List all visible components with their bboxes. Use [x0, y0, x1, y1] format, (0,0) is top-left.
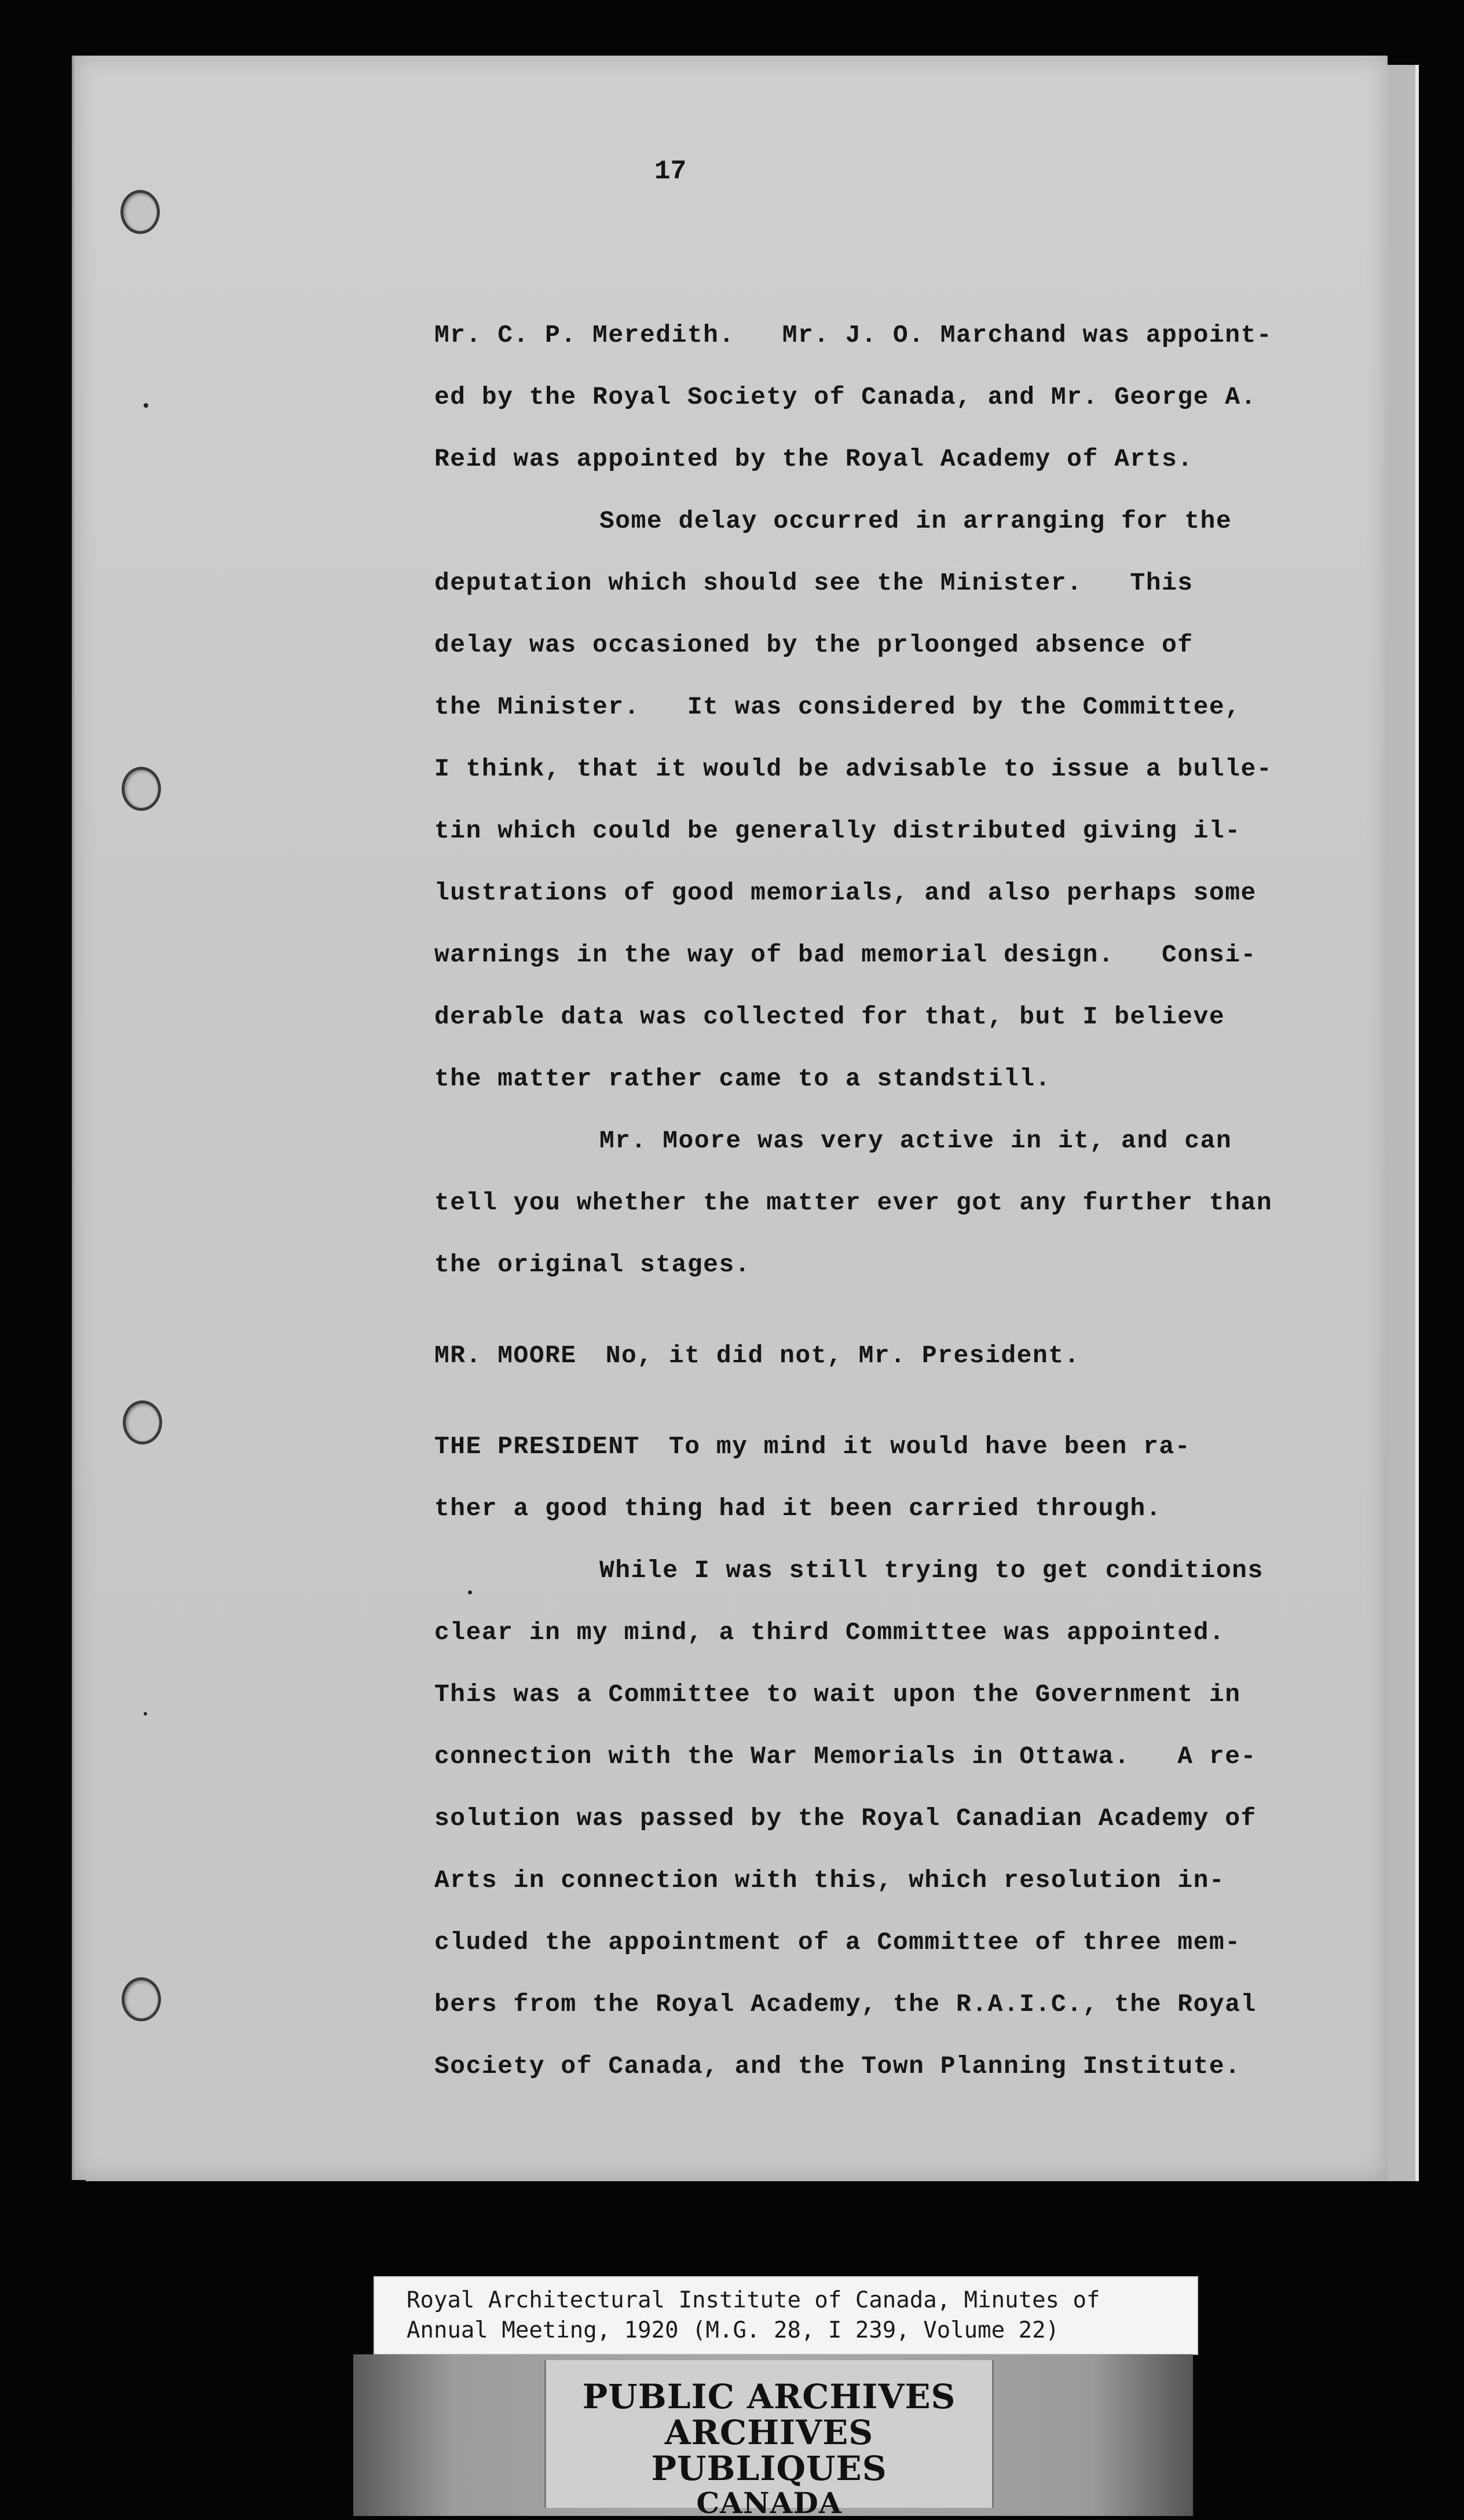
paragraph-line: deputation which should see the Minister. This: [434, 569, 1194, 597]
archives-stamp: [544, 2360, 994, 2520]
paragraph-line: This was a Committee to wait upon the Government in: [434, 1680, 1241, 1709]
paragraph-line: derable data was collected for that, but I believe: [434, 1003, 1225, 1031]
paragraph-line: clear in my mind, a third Committee was appointed.: [434, 1618, 1225, 1647]
stamp-line: CANADA: [696, 2486, 842, 2520]
paragraph-line: delay was occasioned by the prloonged absence of: [434, 631, 1194, 659]
paragraph-line: connection with the War Memorials in Ottawa. A re-: [434, 1742, 1257, 1771]
paragraph-line: Mr. C. P. Meredith. Mr. J. O. Marchand was appoint-: [434, 321, 1273, 349]
paragraph-line: cluded the appointment of a Committee of three mem-: [434, 1928, 1241, 1956]
paragraph-line: Society of Canada, and the Town Planning Institute.: [434, 2052, 1241, 2080]
paragraph-line: Reid was appointed by the Royal Academy of Arts.: [434, 445, 1194, 473]
archive-caption-label: [374, 2276, 1198, 2355]
paragraph-line: Mr. Moore was very active in it, and can: [599, 1126, 1232, 1155]
stamp-line: PUBLIC ARCHIVES: [582, 2377, 956, 2416]
paragraph-line: the original stages.: [434, 1250, 751, 1279]
caption-line: Royal Architectural Institute of Canada, Minutes of: [407, 2287, 1100, 2313]
paragraph-line: tin which could be generally distributed giving il-: [434, 817, 1241, 845]
punch-hole-icon: [122, 767, 161, 811]
paragraph-line: the Minister. It was considered by the Committee,: [434, 693, 1241, 721]
paragraph-line: the matter rather came to a standstill.: [434, 1065, 1051, 1093]
paragraph-line: bers from the Royal Academy, the R.A.I.C., the Royal: [434, 1990, 1257, 2018]
punch-hole-icon: [123, 1400, 162, 1444]
dialogue-president: [434, 1416, 1338, 1477]
dialogue-text: To my mind it would have been ra-: [668, 1432, 1191, 1461]
paragraph-line: I think, that it would be advisable to issue a bulle-: [434, 755, 1273, 783]
caption-line: Annual Meeting, 1920 (M.G. 28, I 239, Volume 22): [407, 2317, 1060, 2343]
paragraph-line: lustrations of good memorials, and also perhaps some: [434, 879, 1257, 907]
archive-stamp-tape: [353, 2354, 1193, 2520]
speaker-label: MR. MOORE: [434, 1341, 577, 1370]
paragraph-line: warnings in the way of bad memorial design. Consi-: [434, 941, 1257, 969]
stamp-line: ARCHIVES PUBLIQUES: [651, 2413, 887, 2488]
typed-text-body: [434, 304, 1338, 2097]
punch-hole-icon: [122, 1977, 161, 2021]
dialogue-text: No, it did not, Mr. President.: [605, 1341, 1080, 1370]
page-number: 17: [654, 156, 687, 186]
paragraph-line: ed by the Royal Society of Canada, and Mr. George A.: [434, 383, 1257, 411]
paragraph-line: Some delay occurred in arranging for the: [599, 507, 1232, 535]
paragraph-line: While I was still trying to get conditions: [599, 1556, 1264, 1585]
paragraph-line: tell you whether the matter ever got any further than: [434, 1188, 1273, 1217]
paragraph-line: Arts in connection with this, which resolution in-: [434, 1866, 1225, 1894]
paragraph-line: ther a good thing had it been carried through.: [434, 1494, 1162, 1523]
paragraph-line: solution was passed by the Royal Canadian Academy of: [434, 1804, 1257, 1833]
speaker-label: THE PRESIDENT: [434, 1432, 640, 1461]
dialogue-moore: [434, 1325, 1338, 1387]
punch-hole-icon: [120, 190, 160, 234]
